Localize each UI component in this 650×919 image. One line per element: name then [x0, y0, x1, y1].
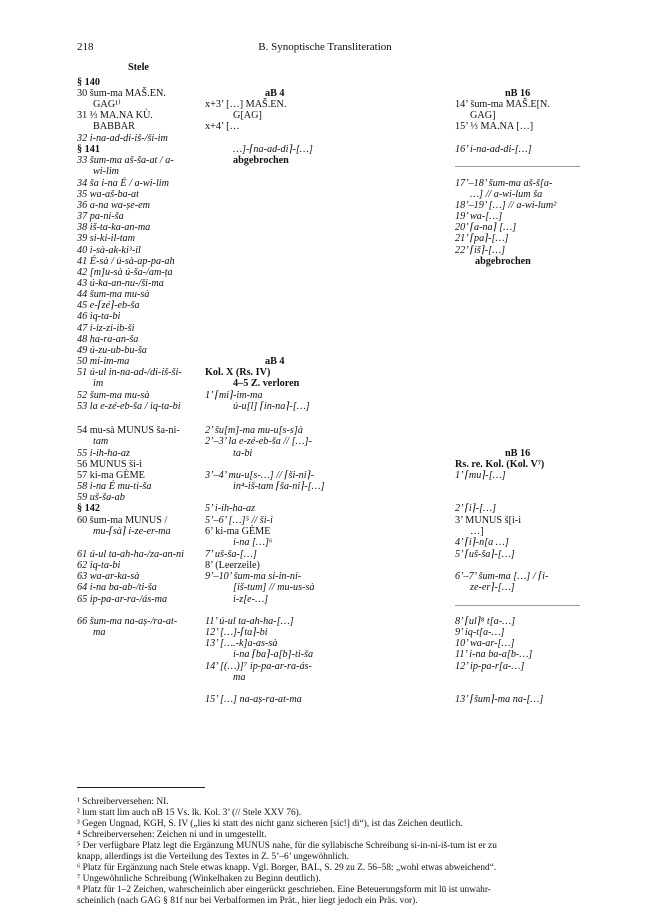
- stele-line: 51 ú-ul in-na-ad-/di-iš-ši-: [77, 367, 182, 378]
- footnote-rule: [77, 787, 205, 788]
- footnote: ⁷ Ungewöhnliche Schreibung (Winkelhaken zu Beginn deutlich).: [77, 874, 321, 884]
- stele-line: § 142: [77, 503, 100, 514]
- nb16-line: 6’–7’ šum-ma […] / ⌈i-: [455, 571, 549, 582]
- nb16-line: 14’ šum-ma MAŠ.E[N.: [455, 99, 550, 110]
- footnote: scheinlich (nach GAG § 81f nur bei Verbalformen im Prät., hier liegt jedoch ein Präs. vor).: [77, 896, 418, 906]
- stele-line: 36 a-na wa-ṣe-em: [77, 200, 150, 211]
- ab4-line: 6’ ki-ma GÈME: [205, 526, 271, 537]
- running-title: B. Synoptische Transliteration: [258, 41, 392, 53]
- ab4-line: [iš-tum] // mu-us-sà: [233, 582, 315, 593]
- ab4-line: i-z[e-…]: [233, 594, 269, 605]
- stele-line: 45 e-⌈zé⌉-eb-ša: [77, 300, 140, 311]
- separator-rule: [455, 605, 580, 606]
- stele-line: 33 šum-ma aš-ša-at / a-: [77, 155, 174, 166]
- footnote: ² lum statt lim auch nB 15 Vs. lk. Kol. 3’ (// Stele XXV 76).: [77, 808, 302, 818]
- nb16-line: 10’ wa-ar-[…]: [455, 638, 515, 649]
- ab4-line: ma: [233, 672, 246, 683]
- ab4-line: i-na […]⁶: [233, 537, 273, 548]
- stele-line: 63 wa-ar-ka-sà: [77, 571, 140, 582]
- nb16-line: ze-er⌉-[…]: [470, 582, 515, 593]
- stele-line: 57 ki-ma GÈME: [77, 470, 145, 481]
- page-number: 218: [77, 41, 94, 53]
- ab4-line: x+3’ […] MAŠ.EN.: [205, 99, 287, 110]
- stele-line: 64 i-na ba-ab-/ti-ša: [77, 582, 157, 593]
- footnote: ¹ Schreiberversehen: NI.: [77, 797, 169, 807]
- footnote: ⁸ Platz für 1–2 Zeichen, wahrscheinlich aber eingerückt geschrieben. Eine Beteuerungsform mit lū ist unwahr-: [77, 885, 491, 895]
- ab4-line: i-na ⌈ba⌉-a[b]-ti-ša: [233, 649, 314, 660]
- stele-line: 40 i-sà-ak-ki³-il: [77, 245, 141, 256]
- nb16-line: 2’ ⌈i⌉-[…]: [455, 503, 497, 514]
- nb16-line: 8’ ⌈ul⌉⁸ t[a-…]: [455, 616, 516, 627]
- stele-line: im: [93, 378, 104, 389]
- stele-line: 55 i-ih-ha-az: [77, 448, 130, 459]
- ab4-line: in⁴-iš-tam ⌈ša-ni⌉-[…]: [233, 481, 325, 492]
- ab4-line: 4–5 Z. verloren: [233, 378, 300, 389]
- stele-line: tam: [93, 436, 109, 447]
- stele-line: 58 i-na É mu-ti-ša: [77, 481, 152, 492]
- stele-line: 50 mi-im-ma: [77, 356, 130, 367]
- ab4-line: aB 4: [265, 356, 285, 367]
- nb16-line: 20’ ⌈a-na⌉ […]: [455, 222, 517, 233]
- footnote: ⁴ Schreiberversehen: Zeichen ni und in umgestellt.: [77, 830, 267, 840]
- nb16-line: 19’ wa-[…]: [455, 211, 503, 222]
- stele-line: 52 šum-ma mu-sà: [77, 390, 150, 401]
- stele-line: Stele: [128, 62, 149, 73]
- nb16-line: 3’ MUNUS š[i-i: [455, 515, 522, 526]
- stele-line: ma: [93, 627, 106, 638]
- ab4-line: 5’ i-ih-ha-az: [205, 503, 256, 514]
- ab4-line: 1’ ⌈mi⌉-im-ma: [205, 390, 263, 401]
- stele-line: GAG¹⁾: [93, 99, 121, 110]
- footnote: knapp, allerdings ist die Verteilung des Textes in Z. 5’–6’ ungewöhnlich.: [77, 852, 349, 862]
- nb16-line: 15’ ⅓ MA.NA […]: [455, 121, 534, 132]
- stele-line: 49 ú-zu-ub-bu-ša: [77, 345, 147, 356]
- stele-line: mu-⌈sà⌉ i-ze-er-ma: [93, 526, 171, 537]
- stele-line: 48 ha-ra-an-ša: [77, 334, 139, 345]
- stele-line: 56 MUNUS ši-i: [77, 459, 143, 470]
- ab4-line: abgebrochen: [233, 155, 289, 166]
- stele-line: wi-lim: [93, 166, 120, 177]
- nb16-line: 11’ i-na ba-a[b-…]: [455, 649, 533, 660]
- ab4-line: ú-u[l] ⌈in-na⌉-[…]: [233, 401, 310, 412]
- ab4-line: 3’–4’ mu-u[s-…] // ⌈ši-ni⌉-: [205, 470, 314, 481]
- stele-line: 41 É-sà / ú-sà-ap-pa-ah: [77, 256, 175, 267]
- ab4-line: 15’ […] na-aṣ-ra-at-ma: [205, 694, 302, 705]
- nb16-line: nB 16: [505, 448, 531, 459]
- ab4-line: aB 4: [265, 88, 285, 99]
- ab4-line: Kol. X (Rs. IV): [205, 367, 271, 378]
- footnote: ⁶ Platz für Ergänzung nach Stele etwas knapp. Vgl. Borger, BAL, S. 29 zu Z. 56–58: „wohl etwas abweichend“.: [77, 863, 497, 873]
- nb16-line: 9’ iq-t[a-…]: [455, 627, 505, 638]
- stele-line: 46 iq-ta-bi: [77, 311, 121, 322]
- stele-line: 34 ša i-na É / a-wi-lim: [77, 178, 169, 189]
- stele-line: 39 si-ki-il-tam: [77, 233, 136, 244]
- stele-line: 32 i-na-ad-di-iš-/ši-im: [77, 133, 168, 144]
- stele-line: § 141: [77, 144, 100, 155]
- nb16-line: 22’ ⌈iš⌉-[…]: [455, 245, 506, 256]
- nb16-line: Rs. re. Kol. (Kol. V⁷): [455, 459, 545, 470]
- ab4-line: 5’–6’ […]⁵ // ši-i: [205, 515, 273, 526]
- stele-line: 44 šum-ma mu-sà: [77, 289, 150, 300]
- nb16-line: abgebrochen: [475, 256, 531, 267]
- stele-line: 61 ú-ul ta-ah-ha-/za-an-ni: [77, 549, 184, 560]
- nb16-line: 17’–18’ šum-ma aš-š[a-: [455, 178, 553, 189]
- stele-line: 65 ip-pa-ar-ra-/ás-ma: [77, 594, 168, 605]
- stele-line: 31 ⅓ MA.NA KÙ.: [77, 110, 153, 121]
- stele-line: 53 la e-zé-eb-ša / iq-ta-bi: [77, 401, 181, 412]
- stele-line: BABBAR: [93, 121, 135, 132]
- ab4-line: 9’–10’ šum-ma si-in-ni-: [205, 571, 302, 582]
- ab4-line: 8’ (Leerzeile): [205, 560, 260, 571]
- ab4-line: 14’ [(…)]⁷ ip-pa-ar-ra-ás-: [205, 661, 312, 672]
- ab4-line: …]-⌈na-ad-di⌉-[…]: [233, 144, 313, 155]
- stele-line: 43 ú-ka-an-nu-/ši-ma: [77, 278, 164, 289]
- ab4-line: 13’ [….-k]a-as-sà: [205, 638, 278, 649]
- stele-line: § 140: [77, 77, 100, 88]
- nb16-line: …]: [470, 526, 484, 537]
- nb16-line: 4’ ⌈i⌉-n[a …]: [455, 537, 509, 548]
- stele-line: 59 uš-ša-ab: [77, 492, 125, 503]
- nb16-line: 21’ ⌈pa⌉-[…]: [455, 233, 509, 244]
- stele-line: 60 šum-ma MUNUS /: [77, 515, 168, 526]
- stele-line: 47 i-iz-zi-ib-ši: [77, 323, 135, 334]
- stele-line: 38 iš-ta-ka-an-ma: [77, 222, 151, 233]
- stele-line: 66 šum-ma na-aṣ-/ra-at-: [77, 616, 178, 627]
- footnote: ³ Gegen Ungnad, KGH, S. IV („lies ki statt des nicht ganz sicheren [sic!] di“), ist das Zeichen deutlich.: [77, 819, 463, 829]
- nb16-line: GAG]: [470, 110, 496, 121]
- stele-line: 35 wa-aš-ba-at: [77, 189, 139, 200]
- stele-line: 42 [m]u-sà ú-ša-/am-ṭa: [77, 267, 173, 278]
- ab4-line: x+4’ […: [205, 121, 240, 132]
- nb16-line: nB 16: [505, 88, 531, 99]
- nb16-line: 18’–19’ […] // a-wi-lum²: [455, 200, 557, 211]
- separator-rule: [455, 166, 580, 167]
- nb16-line: 13’ ⌈šum⌉-ma na-[…]: [455, 694, 544, 705]
- nb16-line: 12’ ip-pa-r[a-…]: [455, 661, 525, 672]
- nb16-line: …] // a-wi-lum ša: [470, 189, 543, 200]
- stele-line: 37 pa-ni-ša: [77, 211, 124, 222]
- ab4-line: ta-bi: [233, 448, 253, 459]
- ab4-line: 2’–3’ la e-zé-eb-ša // […]-: [205, 436, 312, 447]
- stele-line: 54 mu-sà MUNUS ša-ni-: [77, 425, 180, 436]
- footnote: ⁵ Der verfügbare Platz legt die Ergänzung MUNUS nahe, für die syllabische Schreibung si-in-ni-iš-tum ist er zu: [77, 841, 497, 851]
- ab4-line: 2’ šu[m]-ma mu-u[s-s]à: [205, 425, 303, 436]
- nb16-line: 1’ ⌈mu⌉-[…]: [455, 470, 506, 481]
- ab4-line: 7’ uš-ša-[…]: [205, 549, 257, 560]
- ab4-line: 11’ ú-ul ta-ah-ha-[…]: [205, 616, 294, 627]
- stele-line: 62 iq-ta-bi: [77, 560, 121, 571]
- ab4-line: 12’ […]-⌈ta⌉-bi: [205, 627, 268, 638]
- nb16-line: 5’ ⌈uš-ša⌉-[…]: [455, 549, 515, 560]
- stele-line: 30 šum-ma MAŠ.EN.: [77, 88, 166, 99]
- nb16-line: 16’ i-na-ad-di-[…]: [455, 144, 532, 155]
- ab4-line: G[AG]: [233, 110, 262, 121]
